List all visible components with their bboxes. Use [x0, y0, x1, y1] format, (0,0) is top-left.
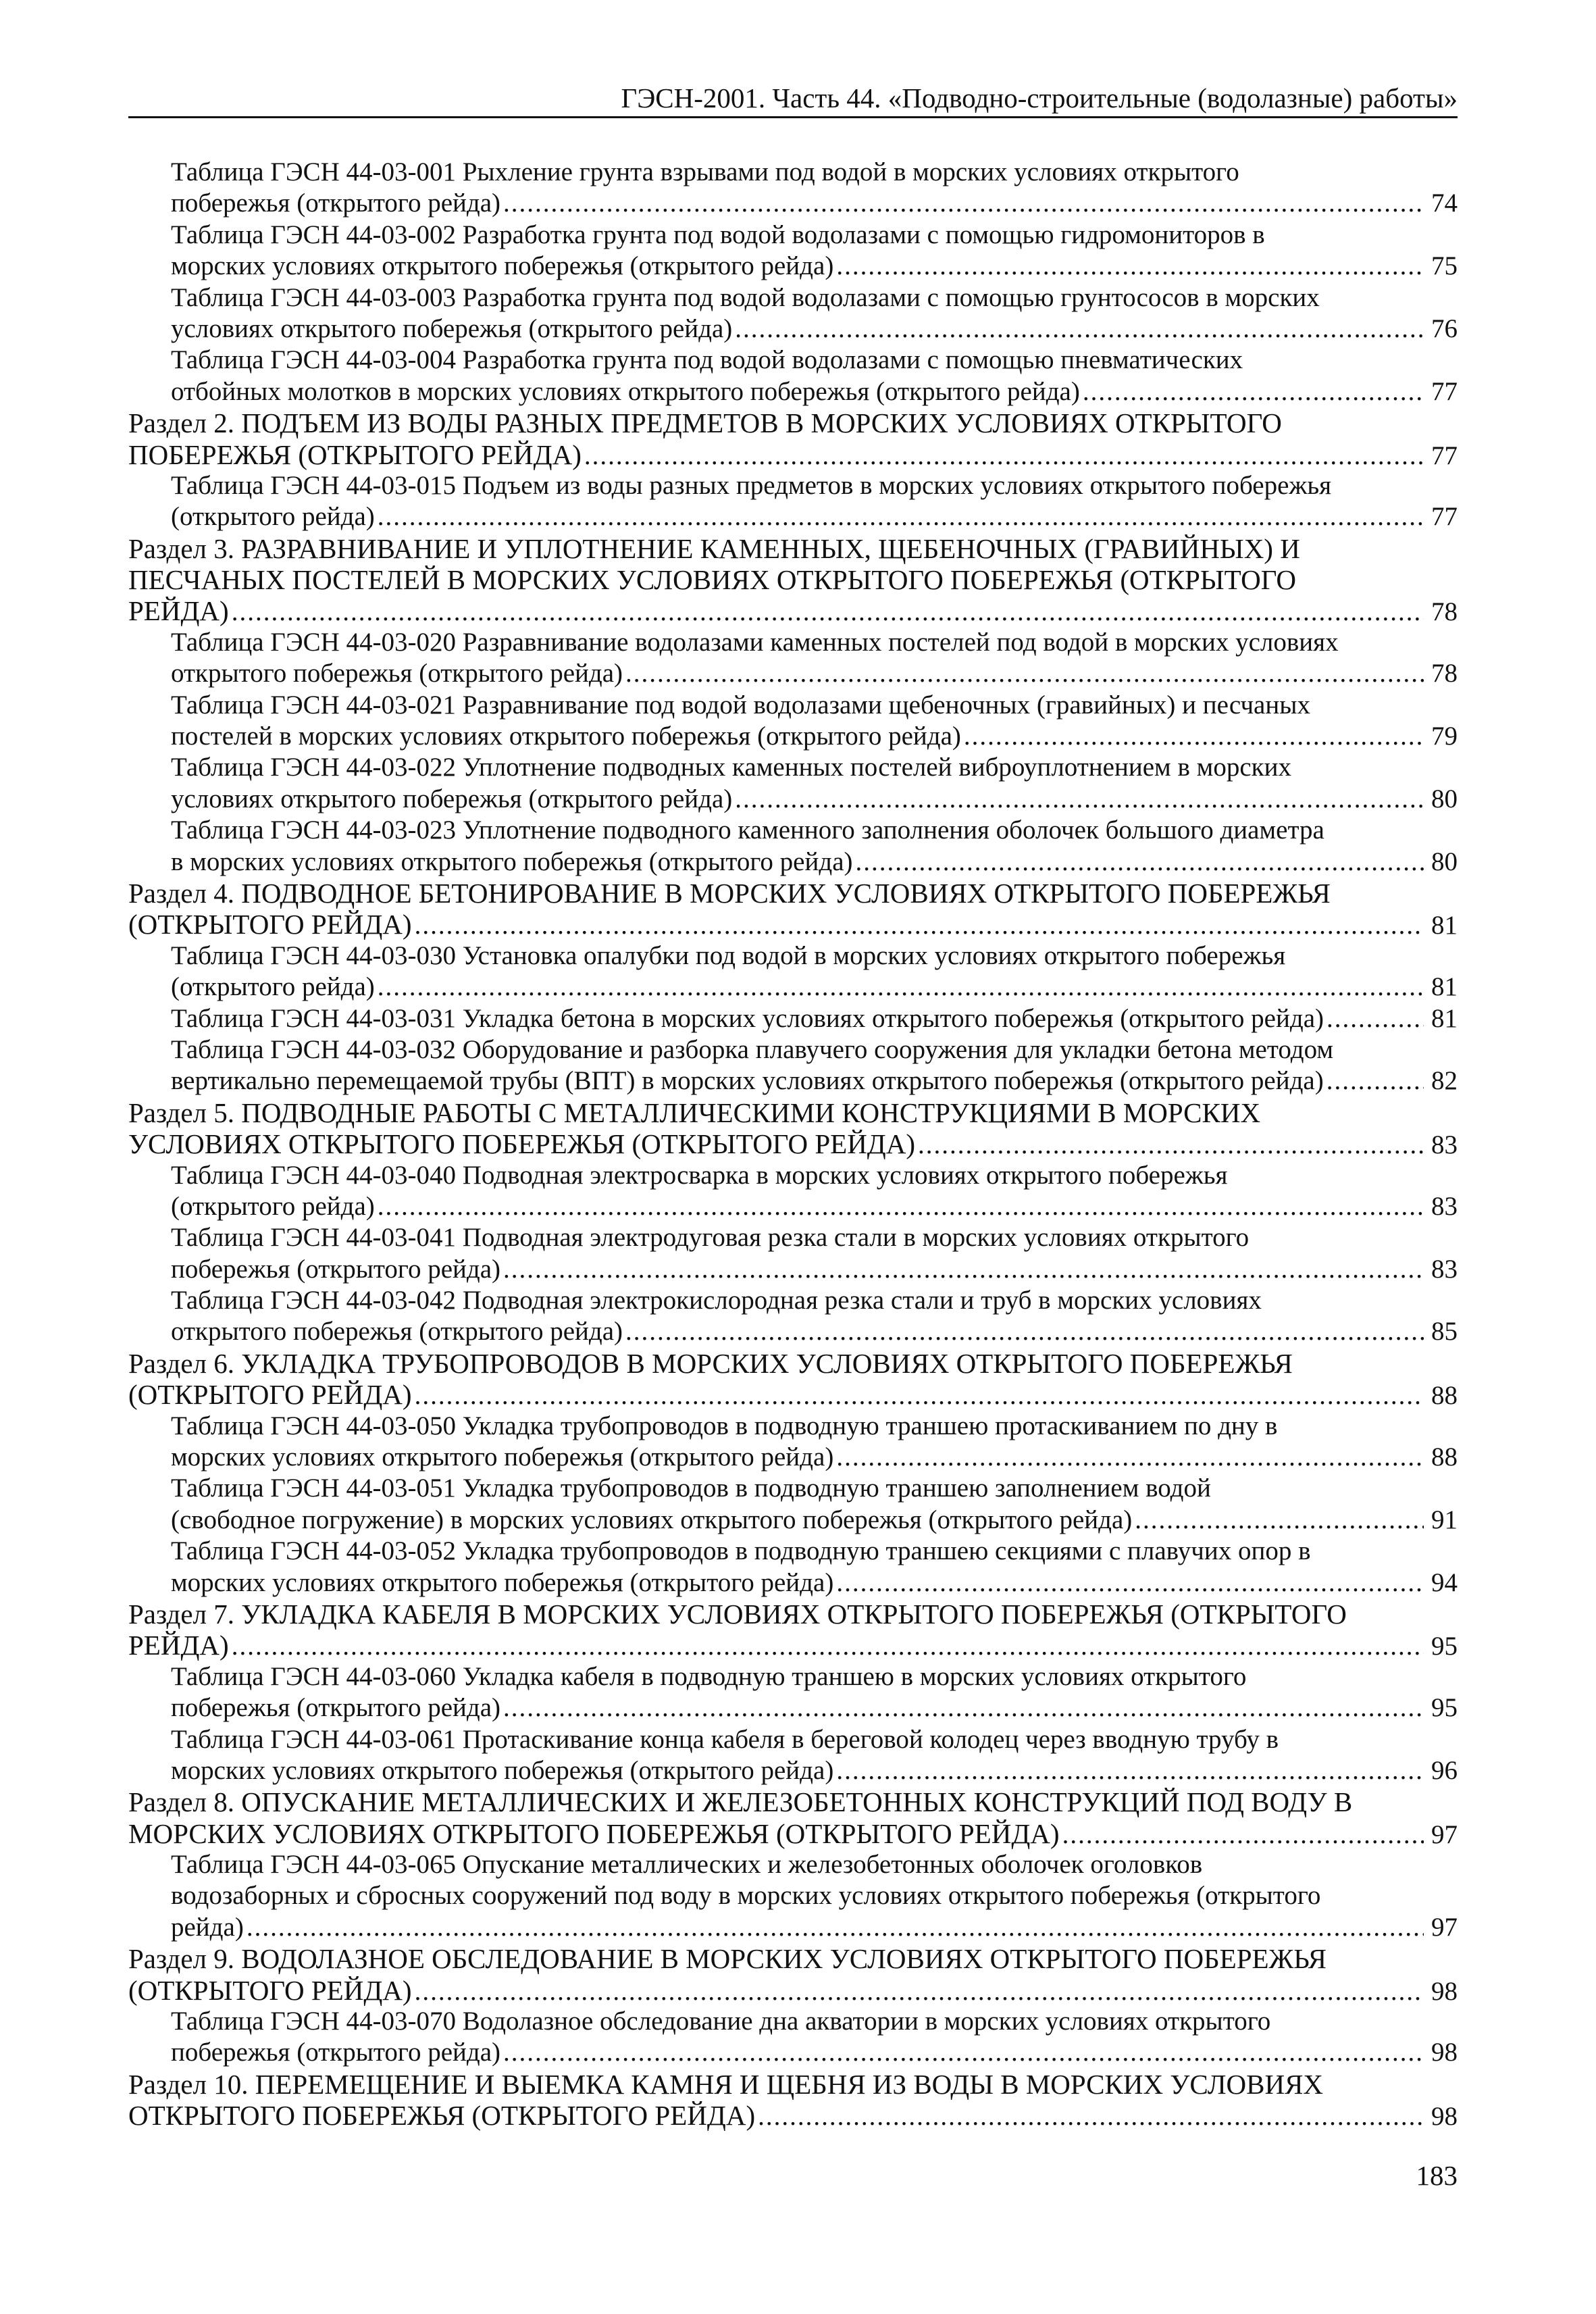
toc-page-number: 97: [1431, 1912, 1458, 1942]
toc-entry-text: Раздел 3. РАЗРАВНИВАНИЕ И УПЛОТНЕНИЕ КАМЕННЫХ, ЩЕБЕНОЧНЫХ (ГРАВИЙНЫХ) И: [128, 532, 1300, 564]
toc-table-entry[interactable]: [128, 220, 1458, 282]
toc-entry-text: (ОТКРЫТОГО РЕЙДА): [128, 909, 412, 940]
dot-leader: [503, 1254, 1424, 1285]
toc-entry-line: [171, 501, 1458, 532]
toc-entry-line: [128, 1348, 1458, 1379]
toc-entry-text: Раздел 9. ВОДОЛАЗНОЕ ОБСЛЕДОВАНИЕ В МОРСКИХ УСЛОВИЯХ ОТКРЫТОГО ПОБЕРЕЖЬЯ: [128, 1943, 1327, 1975]
page-number: 183: [1416, 2160, 1458, 2191]
toc-entry-line: [171, 313, 1458, 345]
dot-leader: [856, 847, 1424, 878]
toc-entry-text: (открытого рейда): [171, 1191, 375, 1221]
toc-entry-text: вертикально перемещаемой трубы (ВПТ) в морских условиях открытого побережья (открытого рейда): [171, 1066, 1324, 1096]
toc-entry-text: (свободное погружение) в морских условиях открытого побережья (открытого рейда): [171, 1505, 1133, 1534]
dot-leader: [378, 1191, 1424, 1222]
toc-entry-text: побережья (открытого рейда): [171, 188, 501, 218]
toc-table-entry[interactable]: [128, 627, 1458, 690]
toc-page-number: 83: [1431, 1130, 1458, 1160]
toc-entry-line: [128, 1379, 1458, 1410]
dot-leader: [836, 251, 1424, 282]
dot-leader: [964, 721, 1424, 752]
dot-leader: [415, 1976, 1424, 2007]
dot-leader: [232, 597, 1424, 628]
toc-entry-text: (ОТКРЫТОГО РЕЙДА): [128, 1974, 412, 2006]
toc-entry-line: [171, 752, 1458, 783]
dot-leader: [584, 441, 1424, 472]
toc-entry-line: [171, 1567, 1458, 1599]
toc-table-entry[interactable]: [128, 1003, 1458, 1034]
toc-entry-text: открытого побережья (открытого рейда): [171, 1317, 623, 1347]
toc-entry-line: [128, 909, 1458, 940]
toc-table-entry[interactable]: [128, 1661, 1458, 1724]
toc-entry-line: [171, 940, 1458, 972]
toc-table-entry[interactable]: [128, 470, 1458, 533]
toc-entry-text: ОТКРЫТОГО ПОБЕРЕЖЬЯ (ОТКРЫТОГО РЕЙДА): [128, 2100, 756, 2132]
toc-table-entry[interactable]: [128, 1724, 1458, 1787]
toc-table-entry[interactable]: [128, 282, 1458, 345]
dot-leader: [378, 972, 1424, 1003]
toc-entry-text: Таблица ГЭСН 44-03-052 Укладка трубопроводов в подводную траншею секциями с плавучих опор в: [171, 1536, 1311, 1566]
toc-table-entry[interactable]: [128, 2006, 1458, 2069]
dot-leader: [1135, 1505, 1424, 1536]
toc-table-entry[interactable]: [128, 1849, 1458, 1943]
toc-entry-text: побережья (открытого рейда): [171, 2038, 501, 2067]
toc-entry-text: РЕЙДА): [128, 595, 229, 627]
toc-page-number: 77: [1431, 502, 1458, 532]
dot-leader: [625, 1316, 1424, 1347]
toc-entry-line: [171, 1411, 1458, 1442]
toc-entry-text: Таблица ГЭСН 44-03-061 Протаскивание конца кабеля в береговой колодец через вводную трубу в: [171, 1724, 1279, 1754]
toc-entry-line: [171, 2006, 1458, 2037]
toc-entry-line: [171, 1724, 1458, 1755]
toc-page-number: 83: [1431, 1191, 1458, 1221]
toc-entry-text: постелей в морских условиях открытого побережья (открытого рейда): [171, 722, 961, 751]
dot-leader: [232, 1631, 1424, 1662]
toc-entry-text: Таблица ГЭСН 44-03-020 Разравнивание водолазами каменных постелей под водой в морских условиях: [171, 627, 1339, 657]
toc-entry-text: Таблица ГЭСН 44-03-031 Укладка бетона в морских условиях открытого побережья (открытого рейда): [171, 1003, 1324, 1033]
toc-entry-line: [171, 157, 1458, 188]
toc-section-entry[interactable]: [128, 2069, 1458, 2132]
toc-entry-line: [171, 376, 1458, 407]
toc-page-number: 81: [1431, 1003, 1458, 1033]
table-of-contents: [128, 157, 1458, 2132]
toc-table-entry[interactable]: [128, 1285, 1458, 1348]
dot-leader: [503, 2037, 1424, 2068]
toc-entry-line: [171, 815, 1458, 846]
toc-entry-line: [128, 1975, 1458, 2006]
toc-section-entry[interactable]: [128, 1097, 1458, 1160]
toc-page-number: 77: [1431, 441, 1458, 470]
toc-entry-text: рейда): [171, 1912, 244, 1942]
toc-table-entry[interactable]: [128, 940, 1458, 1003]
toc-entry-line: [171, 1160, 1458, 1191]
toc-entry-line: [171, 1473, 1458, 1504]
toc-page-number: 75: [1431, 251, 1458, 281]
toc-entry-line: [128, 878, 1458, 909]
toc-page-number: 80: [1431, 784, 1458, 813]
toc-entry-line: [128, 564, 1458, 595]
toc-entry-line: [171, 1880, 1458, 1911]
toc-entry-text: Раздел 7. УКЛАДКА КАБЕЛЯ В МОРСКИХ УСЛОВИЯХ ОТКРЫТОГО ПОБЕРЕЖЬЯ (ОТКРЫТОГО: [128, 1598, 1347, 1630]
dot-leader: [918, 1130, 1424, 1161]
toc-entry-text: Раздел 5. ПОДВОДНЫЕ РАБОТЫ С МЕТАЛЛИЧЕСКИМИ КОНСТРУКЦИЯМИ В МОРСКИХ: [128, 1097, 1261, 1128]
toc-entry-text: Таблица ГЭСН 44-03-022 Уплотнение подводных каменных постелей виброуплотнением в морских: [171, 753, 1291, 782]
header-rule: [128, 116, 1458, 118]
toc-entry-text: РЕЙДА): [128, 1630, 229, 1661]
toc-entry-text: Таблица ГЭСН 44-03-015 Подъем из воды разных предметов в морских условиях открытого побережья: [171, 470, 1332, 500]
toc-entry-line: [171, 1536, 1458, 1567]
toc-table-entry[interactable]: [128, 157, 1458, 220]
toc-entry-line: [128, 1818, 1458, 1849]
toc-entry-line: [171, 1003, 1458, 1034]
toc-table-entry[interactable]: [128, 345, 1458, 407]
toc-entry-text: Таблица ГЭСН 44-03-002 Разработка грунта под водой водолазами с помощью гидромониторов в: [171, 220, 1265, 249]
toc-page-number: 82: [1431, 1066, 1458, 1096]
toc-entry-line: [128, 407, 1458, 438]
toc-entry-text: побережья (открытого рейда): [171, 1254, 501, 1284]
toc-entry-text: (открытого рейда): [171, 972, 375, 1002]
toc-entry-text: ПОБЕРЕЖЬЯ (ОТКРЫТОГО РЕЙДА): [128, 438, 582, 470]
toc-entry-line: [128, 2069, 1458, 2100]
toc-entry-text: открытого побережья (открытого рейда): [171, 659, 623, 688]
dot-leader: [735, 784, 1424, 815]
toc-table-entry[interactable]: [128, 1222, 1458, 1285]
toc-entry-text: (открытого рейда): [171, 502, 375, 532]
toc-entry-text: Раздел 8. ОПУСКАНИЕ МЕТАЛЛИЧЕСКИХ И ЖЕЛЕЗОБЕТОННЫХ КОНСТРУКЦИЙ ПОД ВОДУ В: [128, 1786, 1353, 1818]
toc-entry-text: МОРСКИХ УСЛОВИЯХ ОТКРЫТОГО ПОБЕРЕЖЬЯ (ОТКРЫТОГО РЕЙДА): [128, 1817, 1060, 1849]
dot-leader: [247, 1912, 1424, 1943]
dot-leader: [836, 1567, 1424, 1599]
toc-table-entry[interactable]: [128, 1473, 1458, 1536]
toc-table-entry[interactable]: [128, 752, 1458, 815]
dot-leader: [1083, 376, 1424, 407]
toc-page-number: 79: [1431, 722, 1458, 751]
toc-page-number: 97: [1431, 1819, 1458, 1849]
toc-entry-text: условиях открытого побережья (открытого рейда): [171, 784, 733, 813]
toc-entry-text: ПЕСЧАНЫХ ПОСТЕЛЕЙ В МОРСКИХ УСЛОВИЯХ ОТКРЫТОГО ПОБЕРЕЖЬЯ (ОТКРЫТОГО: [128, 564, 1297, 596]
toc-table-entry[interactable]: [128, 690, 1458, 753]
toc-entry-text: морских условиях открытого побережья (открытого рейда): [171, 1755, 834, 1785]
toc-entry-line: [128, 1599, 1458, 1630]
toc-entry-text: Таблица ГЭСН 44-03-032 Оборудование и разборка плавучего сооружения для укладки бетона методом: [171, 1034, 1334, 1064]
toc-entry-line: [171, 1912, 1458, 1943]
dot-leader: [503, 1692, 1424, 1724]
toc-page-number: 95: [1431, 1632, 1458, 1661]
toc-section-entry[interactable]: [128, 1786, 1458, 1849]
toc-section-entry[interactable]: [128, 1348, 1458, 1411]
toc-entry-line: [171, 1065, 1458, 1097]
toc-entry-text: Раздел 2. ПОДЪЕМ ИЗ ВОДЫ РАЗНЫХ ПРЕДМЕТОВ В МОРСКИХ УСЛОВИЯХ ОТКРЫТОГО: [128, 407, 1282, 439]
toc-entry-line: [171, 972, 1458, 1003]
toc-entry-text: Таблица ГЭСН 44-03-041 Подводная электродуговая резка стали в морских условиях открытого: [171, 1223, 1250, 1253]
toc-entry-line: [171, 690, 1458, 721]
toc-page-number: 76: [1431, 313, 1458, 343]
toc-entry-text: Таблица ГЭСН 44-03-065 Опускание металлических и железобетонных оболочек оголовков: [171, 1850, 1203, 1880]
toc-entry-line: [128, 595, 1458, 626]
dot-leader: [503, 188, 1424, 219]
toc-entry-line: [171, 1755, 1458, 1786]
toc-entry-line: [171, 220, 1458, 251]
toc-section-entry[interactable]: [128, 533, 1458, 627]
toc-entry-text: Таблица ГЭСН 44-03-050 Укладка трубопроводов в подводную траншею протаскиванием по дну в: [171, 1411, 1278, 1440]
toc-entry-text: Раздел 10. ПЕРЕМЕЩЕНИЕ И ВЫЕМКА КАМНЯ И ЩЕБНЯ ИЗ ВОДЫ В МОРСКИХ УСЛОВИЯХ: [128, 2068, 1324, 2100]
toc-entry-line: [128, 1943, 1458, 1974]
toc-table-entry[interactable]: [128, 1536, 1458, 1599]
dot-leader: [415, 910, 1424, 941]
toc-entry-line: [171, 847, 1458, 878]
toc-entry-text: условиях открытого побережья (открытого рейда): [171, 313, 733, 343]
toc-table-entry[interactable]: [128, 1160, 1458, 1223]
toc-entry-line: [171, 470, 1458, 501]
toc-entry-line: [171, 627, 1458, 658]
toc-entry-line: [171, 251, 1458, 282]
dot-leader: [735, 313, 1424, 345]
toc-page-number: 91: [1431, 1505, 1458, 1534]
toc-entry-text: УСЛОВИЯХ ОТКРЫТОГО ПОБЕРЕЖЬЯ (ОТКРЫТОГО РЕЙДА): [128, 1128, 916, 1160]
toc-entry-text: Таблица ГЭСН 44-03-070 Водолазное обследование дна акватории в морских условиях открытого: [171, 2007, 1271, 2036]
toc-page-number: 88: [1431, 1442, 1458, 1472]
toc-entry-line: [171, 1285, 1458, 1316]
toc-entry-text: в морских условиях открытого побережья (открытого рейда): [171, 847, 853, 876]
dot-leader: [836, 1755, 1424, 1786]
toc-entry-text: побережья (открытого рейда): [171, 1693, 501, 1723]
toc-entry-text: морских условиях открытого побережья (открытого рейда): [171, 1567, 834, 1597]
toc-page-number: 98: [1431, 2038, 1458, 2067]
toc-entry-line: [128, 439, 1458, 470]
toc-entry-line: [171, 2037, 1458, 2068]
toc-section-entry[interactable]: [128, 1599, 1458, 1661]
toc-entry-text: Таблица ГЭСН 44-03-042 Подводная электрокислородная резка стали и труб в морских условиях: [171, 1286, 1262, 1315]
toc-page-number: 78: [1431, 659, 1458, 688]
toc-section-entry[interactable]: [128, 878, 1458, 940]
toc-entry-line: [128, 1097, 1458, 1128]
toc-entry-line: [171, 345, 1458, 376]
toc-entry-text: Раздел 6. УКЛАДКА ТРУБОПРОВОДОВ В МОРСКИХ УСЛОВИЯХ ОТКРЫТОГО ПОБЕРЕЖЬЯ: [128, 1347, 1293, 1379]
toc-entry-text: Таблица ГЭСН 44-03-060 Укладка кабеля в подводную траншею в морских условиях открытого: [171, 1661, 1247, 1691]
dot-leader: [836, 1442, 1424, 1473]
toc-entry-text: отбойных молотков в морских условиях открытого побережья (открытого рейда): [171, 376, 1080, 406]
toc-entry-line: [171, 784, 1458, 815]
toc-page-number: 81: [1431, 911, 1458, 940]
toc-entry-line: [171, 1661, 1458, 1692]
toc-section-entry[interactable]: [128, 407, 1458, 470]
dot-leader: [1327, 1065, 1424, 1097]
toc-entry-line: [171, 1505, 1458, 1536]
toc-entry-text: Таблица ГЭСН 44-03-004 Разработка грунта под водой водолазами с помощью пневматических: [171, 345, 1243, 375]
toc-entry-line: [171, 1442, 1458, 1473]
toc-entry-line: [171, 282, 1458, 313]
toc-entry-text: Таблица ГЭСН 44-03-051 Укладка трубопроводов в подводную траншею заполнением водой: [171, 1474, 1211, 1503]
toc-entry-line: [171, 1222, 1458, 1253]
toc-entry-text: (ОТКРЫТОГО РЕЙДА): [128, 1379, 412, 1411]
toc-page-number: 80: [1431, 847, 1458, 876]
toc-entry-line: [171, 1692, 1458, 1724]
toc-entry-line: [128, 533, 1458, 564]
toc-entry-line: [128, 1128, 1458, 1159]
toc-page-number: 88: [1431, 1381, 1458, 1411]
toc-entry-text: водозаборных и сбросных сооружений под воду в морских условиях открытого побережья (открытого: [171, 1881, 1321, 1911]
toc-entry-line: [171, 1849, 1458, 1880]
toc-page-number: 83: [1431, 1254, 1458, 1284]
toc-page-number: 94: [1431, 1567, 1458, 1597]
toc-entry-text: Таблица ГЭСН 44-03-030 Установка опалубки под водой в морских условиях открытого побережья: [171, 940, 1286, 970]
toc-entry-text: морских условиях открытого побережья (открытого рейда): [171, 251, 834, 281]
toc-table-entry[interactable]: [128, 1034, 1458, 1097]
toc-entry-line: [171, 188, 1458, 219]
running-header: ГЭСН-2001. Часть 44. «Подводно-строительные (водолазные) работы»: [621, 82, 1458, 114]
toc-entry-text: Таблица ГЭСН 44-03-003 Разработка грунта под водой водолазами с помощью грунтососов в морских: [171, 282, 1320, 312]
toc-entry-line: [128, 2100, 1458, 2131]
dot-leader: [625, 658, 1424, 689]
toc-entry-text: Таблица ГЭСН 44-03-023 Уплотнение подводного каменного заполнения оболочек большого диаметра: [171, 815, 1324, 845]
toc-entry-text: Таблица ГЭСН 44-03-040 Подводная электросварка в морских условиях открытого побережья: [171, 1160, 1228, 1190]
dot-leader: [758, 2101, 1424, 2132]
dot-leader: [378, 501, 1424, 532]
toc-entry-line: [171, 658, 1458, 689]
toc-page-number: 96: [1431, 1755, 1458, 1785]
toc-entry-line: [171, 721, 1458, 752]
toc-page-number: 78: [1431, 597, 1458, 627]
toc-table-entry[interactable]: [128, 815, 1458, 878]
toc-entry-line: [128, 1786, 1458, 1817]
toc-entry-line: [171, 1254, 1458, 1285]
toc-entry-text: Таблица ГЭСН 44-03-001 Рыхление грунта взрывами под водой в морских условиях открытого: [171, 157, 1239, 186]
toc-entry-line: [171, 1191, 1458, 1222]
toc-page-number: 74: [1431, 188, 1458, 218]
dot-leader: [415, 1380, 1424, 1411]
toc-table-entry[interactable]: [128, 1411, 1458, 1474]
toc-entry-text: морских условиях открытого побережья (открытого рейда): [171, 1442, 834, 1472]
toc-page-number: 77: [1431, 376, 1458, 406]
dot-leader: [1327, 1003, 1424, 1034]
toc-page-number: 98: [1431, 2102, 1458, 2132]
toc-entry-text: Раздел 4. ПОДВОДНОЕ БЕТОНИРОВАНИЕ В МОРСКИХ УСЛОВИЯХ ОТКРЫТОГО ПОБЕРЕЖЬЯ: [128, 877, 1331, 909]
toc-entry-line: [128, 1630, 1458, 1661]
toc-entry-text: Таблица ГЭСН 44-03-021 Разравнивание под водой водолазами щебеночных (гравийных) и песчаных: [171, 690, 1310, 720]
dot-leader: [1062, 1819, 1424, 1851]
toc-page-number: 98: [1431, 1976, 1458, 2006]
toc-section-entry[interactable]: [128, 1943, 1458, 2006]
toc-page-number: 81: [1431, 972, 1458, 1002]
toc-page-number: 95: [1431, 1693, 1458, 1723]
toc-entry-line: [171, 1034, 1458, 1065]
toc-page-number: 85: [1431, 1317, 1458, 1347]
toc-entry-line: [171, 1316, 1458, 1347]
